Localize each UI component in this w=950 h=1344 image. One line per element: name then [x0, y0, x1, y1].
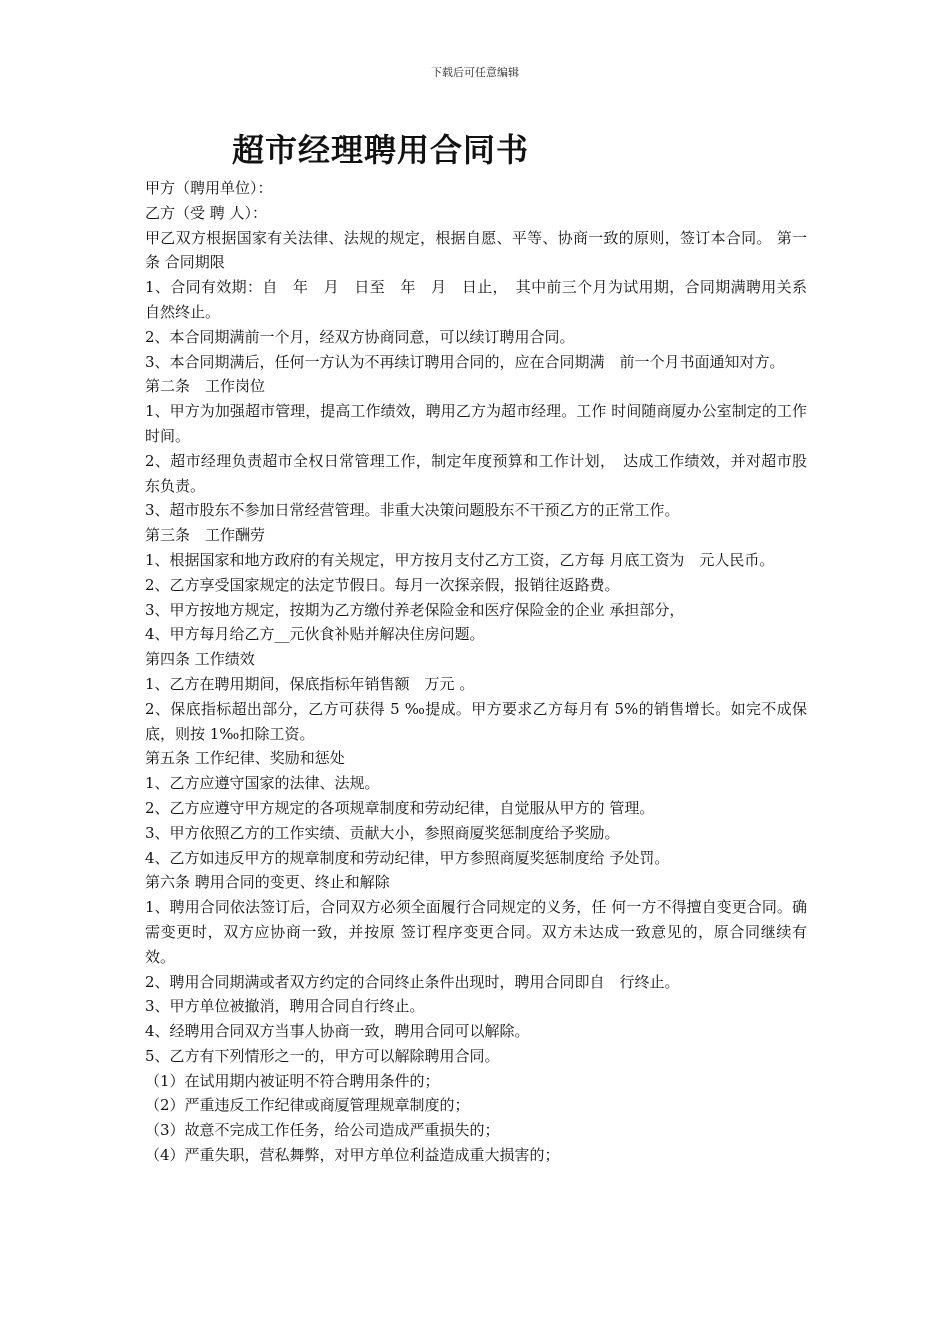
clause-item: 4、乙方如违反甲方的规章制度和劳动纪律，甲方参照商厦奖惩制度给 予处罚。: [145, 848, 670, 867]
contract-body: [145, 176, 807, 1168]
article-heading: 第四条 工作绩效: [145, 650, 255, 669]
clause-item: 2、乙方应遵守甲方规定的各项规章制度和劳动纪律，自觉服从甲方的 管理。: [145, 798, 655, 817]
clause-item: 5、乙方有下列情形之一的，甲方可以解除聘用合同。: [145, 1046, 500, 1065]
article-heading: 第六条 聘用合同的变更、终止和解除: [145, 873, 390, 892]
sub-clause-item: （3）故意不完成工作任务，给公司造成严重损失的；: [145, 1121, 500, 1140]
clause-item: 3、甲方依照乙方的工作实绩、贡献大小，参照商厦奖惩制度给予奖励。: [145, 823, 620, 842]
preamble-paragraph: 甲乙双方根据国家有关法律、法规的规定，根据自愿、平等、协商一致的原则，签订本合同。 第一条 合同期限: [145, 228, 807, 272]
clause-item: 4、经聘用合同双方当事人协商一致，聘用合同可以解除。: [145, 1022, 530, 1041]
clause-item: 1、聘用合同依法签订后，合同双方必须全面履行合同规定的义务，任 何一方不得擅自变更合同。确需变更时，双方应协商一致，并按原 签订程序变更合同。双方未达成一致意见的，原合同继续有效。: [145, 898, 807, 966]
clause-item: 2、聘用合同期满或者双方约定的合同终止条件出现时，聘用合同即自 行终止。: [145, 972, 680, 991]
party-a-line: 甲方（聘用单位）：: [145, 179, 273, 197]
clause-item: 2、超市经理负责超市全权日常管理工作，制定年度预算和工作计划， 达成工作绩效，并对超市股东负责。: [145, 451, 807, 495]
article-heading: 第三条 工作酬劳: [145, 526, 266, 545]
clause-item: 3、甲方单位被撤消，聘用合同自行终止。: [145, 997, 425, 1016]
sub-clause-item: （2）严重违反工作纪律或商厦管理规章制度的；: [145, 1096, 470, 1115]
sub-clause-item: （4）严重失职，营私舞弊，对甲方单位利益造成重大损害的；: [145, 1146, 560, 1165]
document-title: 超市经理聘用合同书: [232, 131, 530, 169]
clause-item: 2、本合同期满前一个月，经双方协商同意，可以续订聘用合同。: [145, 327, 575, 346]
party-b-line: 乙方（受 聘 人）：: [145, 203, 268, 222]
header-note: 下载后可任意编辑: [431, 66, 519, 79]
article-heading: 第五条 工作纪律、奖励和惩处: [145, 749, 345, 768]
article-heading: 第二条 工作岗位: [145, 377, 266, 396]
clause-item: 2、乙方享受国家规定的法定节假日。每月一次探亲假，报销往返路费。: [145, 575, 620, 594]
clause-item: 4、甲方每月给乙方__元伙食补贴并解决住房问题。: [145, 625, 485, 644]
clause-item: 3、超市股东不参加日常经营管理。非重大决策问题股东不干预乙方的正常工作。: [145, 501, 680, 520]
clause-item: 3、甲方按地方规定，按期为乙方缴付养老保险金和医疗保险金的企业 承担部分，: [145, 600, 685, 619]
clause-item: 1、甲方为加强超市管理，提高工作绩效，聘用乙方为超市经理。工作 时间随商厦办公室制定的工作时间。: [145, 402, 807, 445]
clause-item: 2、保底指标超出部分，乙方可获得 5 ‰提成。甲方要求乙方每月有 5%的销售增长。如完不成保底，则按 1‰扣除工资。: [145, 699, 807, 743]
clause-item: 1、根据国家和地方政府的有关规定，甲方按月支付乙方工资，乙方每 月底工资为 元人民币。: [145, 550, 775, 569]
clause-item: 3、本合同期满后，任何一方认为不再续订聘用合同的，应在合同期满 前一个月书面通知对方。: [145, 352, 785, 371]
clause-item: 1、乙方在聘用期间，保底指标年销售额 万元 。: [145, 674, 475, 693]
clause-item: 1、合同有效期：自 年 月 日至 年 月 日止， 其中前三个月为试用期，合同期满聘用关系自然终止。: [145, 278, 807, 321]
clause-item: 1、乙方应遵守国家的法律、法规。: [145, 774, 380, 793]
sub-clause-item: （1）在试用期内被证明不符合聘用条件的；: [145, 1071, 440, 1090]
